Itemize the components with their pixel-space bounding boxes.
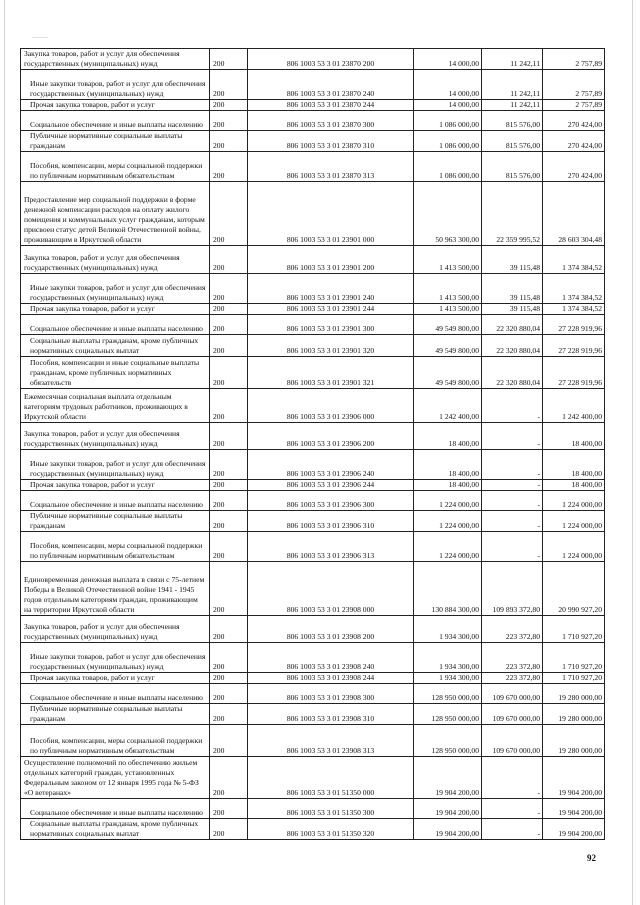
cell-line: 200 [210, 684, 248, 704]
cell-line: 200 [210, 704, 248, 725]
cell-name: Социальное обеспечение и иные выплаты населению [21, 315, 210, 335]
cell-remaining: 1 224 000,00 [543, 532, 605, 562]
cell-line: 200 [210, 70, 248, 100]
cell-name: Социальные выплаты гражданам, кроме публичных нормативных социальных выплат [21, 819, 210, 840]
cell-code: 806 1003 53 3 01 23901 200 [248, 246, 414, 274]
cell-executed: 22 320 880,04 [482, 335, 543, 357]
cell-code: 806 1003 53 3 01 23908 244 [248, 673, 414, 684]
table-row [21, 562, 605, 616]
cell-line: 200 [210, 152, 248, 182]
cell-executed: 22 320 880,04 [482, 357, 543, 389]
cell-line: 200 [210, 562, 248, 616]
cell-approved: 14 000,00 [414, 100, 482, 111]
cell-name: Прочая закупка товаров, работ и услуг [21, 673, 210, 684]
cell-line: 200 [210, 643, 248, 673]
cell-remaining: 19 280 000,00 [543, 684, 605, 704]
cell-executed: 39 115,48 [482, 304, 543, 315]
cell-remaining: 28 603 304,48 [543, 182, 605, 246]
cell-code: 806 1003 53 3 01 23908 200 [248, 616, 414, 643]
cell-remaining: 2 757,89 [543, 70, 605, 100]
cell-code: 806 1003 53 3 01 23908 240 [248, 643, 414, 673]
cell-approved: 49 549 800,00 [414, 335, 482, 357]
cell-name: Осуществление полномочий по обеспечению жильем отдельных категорий граждан, установленных Федеральным законом от 12 января 1995 года № 5-ФЗ «О ветеранах» [21, 757, 210, 799]
cell-code: 806 1003 53 3 01 23906 244 [248, 480, 414, 491]
budget-execution-table [20, 48, 605, 840]
table-row [21, 480, 605, 491]
cell-line: 200 [210, 532, 248, 562]
cell-executed: 109 670 000,00 [482, 725, 543, 757]
cell-remaining: 1 710 927,20 [543, 616, 605, 643]
table-row [21, 684, 605, 704]
cell-name: Социальное обеспечение и иные выплаты населению [21, 111, 210, 131]
cell-executed: 11 242,11 [482, 49, 543, 70]
cell-remaining: 18 400,00 [543, 450, 605, 480]
cell-approved: 18 400,00 [414, 450, 482, 480]
cell-executed: - [482, 389, 543, 423]
table-row [21, 111, 605, 131]
cell-name: Публичные нормативные социальные выплаты гражданам [21, 511, 210, 532]
cell-code: 806 1003 53 3 01 23901 240 [248, 274, 414, 304]
table-row [21, 274, 605, 304]
cell-line: 200 [210, 274, 248, 304]
cell-line: 200 [210, 335, 248, 357]
table-row [21, 335, 605, 357]
table-row [21, 725, 605, 757]
cell-name: Единовременная денежная выплата в связи с 75-летием Победы в Великой Отечественной войне 1941 - 1945 годов отдельным категориям граждан, проживающим на территории Иркутской области [21, 562, 210, 616]
cell-approved: 49 549 800,00 [414, 315, 482, 335]
table-row [21, 704, 605, 725]
table-row [21, 70, 605, 100]
cell-approved: 14 000,00 [414, 70, 482, 100]
table-row [21, 389, 605, 423]
cell-code: 806 1003 53 3 01 23870 244 [248, 100, 414, 111]
cell-name: Пособия, компенсации, меры социальной поддержки по публичным нормативным обязательствам [21, 532, 210, 562]
cell-name: Прочая закупка товаров, работ и услуг [21, 100, 210, 111]
cell-name: Закупка товаров, работ и услуг для обеспечения государственных (муниципальных) нужд [21, 616, 210, 643]
page-number: 92 [587, 853, 596, 863]
cell-approved: 49 549 800,00 [414, 357, 482, 389]
cell-approved: 1 224 000,00 [414, 511, 482, 532]
cell-approved: 1 934 300,00 [414, 673, 482, 684]
cell-code: 806 1003 53 3 01 23906 000 [248, 389, 414, 423]
cell-code: 806 1003 53 3 01 51350 000 [248, 757, 414, 799]
cell-code: 806 1003 53 3 01 23870 240 [248, 70, 414, 100]
table-row [21, 182, 605, 246]
table-row [21, 357, 605, 389]
cell-approved: 128 950 000,00 [414, 725, 482, 757]
cell-executed: 223 372,80 [482, 616, 543, 643]
cell-code: 806 1003 53 3 01 23908 310 [248, 704, 414, 725]
cell-name: Предоставление мер социальной поддержки в форме денежной компенсации расходов на оплату жилого помещения и коммунальных услуг гражданам, которым присвоен статус детей Великой Отечественной войны, проживающим в Иркутской области [21, 182, 210, 246]
table-row [21, 315, 605, 335]
cell-remaining: 1 224 000,00 [543, 491, 605, 511]
cell-executed: 39 115,48 [482, 274, 543, 304]
cell-name: Иные закупки товаров, работ и услуг для обеспечения государственных (муниципальных) нужд [21, 70, 210, 100]
cell-remaining: 27 228 919,96 [543, 357, 605, 389]
cell-approved: 1 934 300,00 [414, 616, 482, 643]
table-row [21, 511, 605, 532]
cell-remaining: 18 400,00 [543, 423, 605, 450]
cell-line: 200 [210, 725, 248, 757]
cell-remaining: 19 280 000,00 [543, 725, 605, 757]
cell-remaining: 1 710 927,20 [543, 643, 605, 673]
cell-line: 200 [210, 450, 248, 480]
table-row [21, 532, 605, 562]
cell-remaining: 2 757,89 [543, 49, 605, 70]
cell-approved: 1 224 000,00 [414, 532, 482, 562]
cell-remaining: 27 228 919,96 [543, 315, 605, 335]
cell-remaining: 1 374 384,52 [543, 274, 605, 304]
budget-table-wrap [20, 48, 604, 840]
cell-approved: 1 086 000,00 [414, 111, 482, 131]
cell-code: 806 1003 53 3 01 23901 321 [248, 357, 414, 389]
cell-executed: 815 576,00 [482, 111, 543, 131]
cell-code: 806 1003 53 3 01 23906 313 [248, 532, 414, 562]
cell-line: 200 [210, 111, 248, 131]
cell-code: 806 1003 53 3 01 23908 000 [248, 562, 414, 616]
cell-line: 200 [210, 131, 248, 152]
cell-line: 200 [210, 616, 248, 643]
cell-line: 200 [210, 757, 248, 799]
cell-executed: - [482, 757, 543, 799]
cell-approved: 1 413 500,00 [414, 274, 482, 304]
cell-code: 806 1003 53 3 01 23901 000 [248, 182, 414, 246]
cell-executed: 109 670 000,00 [482, 684, 543, 704]
cell-name: Закупка товаров, работ и услуг для обеспечения государственных (муниципальных) нужд [21, 49, 210, 70]
cell-remaining: 1 374 384,52 [543, 304, 605, 315]
cell-line: 200 [210, 491, 248, 511]
cell-code: 806 1003 53 3 01 23906 240 [248, 450, 414, 480]
cell-remaining: 19 904 200,00 [543, 799, 605, 819]
cell-remaining: 1 242 400,00 [543, 389, 605, 423]
table-row [21, 757, 605, 799]
cell-executed: 22 359 995,52 [482, 182, 543, 246]
cell-approved: 14 000,00 [414, 49, 482, 70]
cell-approved: 130 884 300,00 [414, 562, 482, 616]
table-row [21, 131, 605, 152]
cell-line: 200 [210, 389, 248, 423]
cell-approved: 1 224 000,00 [414, 491, 482, 511]
table-row [21, 304, 605, 315]
table-body [21, 49, 605, 840]
cell-remaining: 270 424,00 [543, 131, 605, 152]
cell-name: Публичные нормативные социальные выплаты гражданам [21, 704, 210, 725]
cell-code: 806 1003 53 3 01 23901 244 [248, 304, 414, 315]
cell-approved: 1 242 400,00 [414, 389, 482, 423]
cell-code: 806 1003 53 3 01 23901 320 [248, 335, 414, 357]
cell-remaining: 19 904 200,00 [543, 757, 605, 799]
cell-approved: 19 904 200,00 [414, 757, 482, 799]
cell-code: 806 1003 53 3 01 23906 300 [248, 491, 414, 511]
cell-name: Социальное обеспечение и иные выплаты населению [21, 684, 210, 704]
cell-executed: - [482, 511, 543, 532]
cell-name: Закупка товаров, работ и услуг для обеспечения государственных (муниципальных) нужд [21, 246, 210, 274]
cell-line: 200 [210, 673, 248, 684]
cell-approved: 19 904 200,00 [414, 819, 482, 840]
cell-executed: 11 242,11 [482, 100, 543, 111]
cell-approved: 1 934 300,00 [414, 643, 482, 673]
cell-approved: 19 904 200,00 [414, 799, 482, 819]
cell-executed: - [482, 480, 543, 491]
cell-line: 200 [210, 480, 248, 491]
cell-executed: 815 576,00 [482, 131, 543, 152]
cell-executed: 223 372,80 [482, 643, 543, 673]
table-row [21, 673, 605, 684]
cell-line: 200 [210, 511, 248, 532]
cell-line: 200 [210, 819, 248, 840]
cell-remaining: 19 280 000,00 [543, 704, 605, 725]
cell-approved: 1 413 500,00 [414, 304, 482, 315]
cell-code: 806 1003 53 3 01 23901 300 [248, 315, 414, 335]
cell-approved: 18 400,00 [414, 480, 482, 491]
table-row [21, 491, 605, 511]
cell-code: 806 1003 53 3 01 51350 300 [248, 799, 414, 819]
cell-line: 200 [210, 182, 248, 246]
cell-remaining: 2 757,89 [543, 100, 605, 111]
cell-approved: 1 086 000,00 [414, 131, 482, 152]
cell-line: 200 [210, 246, 248, 274]
cell-line: 200 [210, 100, 248, 111]
scan-artifact: ‾‾‾‾‾‾ [32, 37, 48, 46]
table-row [21, 450, 605, 480]
cell-name: Закупка товаров, работ и услуг для обеспечения государственных (муниципальных) нужд [21, 423, 210, 450]
cell-code: 806 1003 53 3 01 23908 300 [248, 684, 414, 704]
cell-approved: 128 950 000,00 [414, 704, 482, 725]
cell-line: 200 [210, 799, 248, 819]
cell-approved: 18 400,00 [414, 423, 482, 450]
cell-executed: 223 372,80 [482, 673, 543, 684]
cell-line: 200 [210, 315, 248, 335]
cell-remaining: 1 374 384,52 [543, 246, 605, 274]
cell-executed: - [482, 799, 543, 819]
cell-line: 200 [210, 49, 248, 70]
table-row [21, 819, 605, 840]
cell-approved: 1 086 000,00 [414, 152, 482, 182]
cell-name: Социальное обеспечение и иные выплаты населению [21, 799, 210, 819]
cell-name: Пособия, компенсации, меры социальной поддержки по публичным нормативным обязательствам [21, 725, 210, 757]
table-row [21, 100, 605, 111]
cell-code: 806 1003 53 3 01 23870 310 [248, 131, 414, 152]
cell-code: 806 1003 53 3 01 23906 200 [248, 423, 414, 450]
table-row [21, 423, 605, 450]
cell-line: 200 [210, 423, 248, 450]
cell-name: Публичные нормативные социальные выплаты гражданам [21, 131, 210, 152]
cell-remaining: 270 424,00 [543, 111, 605, 131]
cell-remaining: 1 710 927,20 [543, 673, 605, 684]
table-row [21, 152, 605, 182]
cell-code: 806 1003 53 3 01 23870 200 [248, 49, 414, 70]
cell-executed: 109 893 372,80 [482, 562, 543, 616]
cell-remaining: 20 990 927,20 [543, 562, 605, 616]
cell-remaining: 18 400,00 [543, 480, 605, 491]
table-row [21, 246, 605, 274]
cell-name: Иные закупки товаров, работ и услуг для обеспечения государственных (муниципальных) нужд [21, 274, 210, 304]
table-row [21, 49, 605, 70]
cell-executed: - [482, 450, 543, 480]
cell-code: 806 1003 53 3 01 23870 313 [248, 152, 414, 182]
cell-name: Пособия, компенсации, меры социальной поддержки по публичным нормативным обязательствам [21, 152, 210, 182]
scan-edge-line [632, 0, 633, 905]
cell-remaining: 19 904 200,00 [543, 819, 605, 840]
cell-line: 200 [210, 357, 248, 389]
cell-approved: 1 413 500,00 [414, 246, 482, 274]
table-row [21, 799, 605, 819]
cell-name: Иные закупки товаров, работ и услуг для обеспечения государственных (муниципальных) нужд [21, 643, 210, 673]
cell-remaining: 1 224 000,00 [543, 511, 605, 532]
cell-name: Иные закупки товаров, работ и услуг для обеспечения государственных (муниципальных) нужд [21, 450, 210, 480]
scan-edge-line [4, 0, 5, 905]
cell-name: Ежемесячная социальная выплата отдельным категориям трудовых работников, проживающих в Иркутской области [21, 389, 210, 423]
cell-name: Пособия, компенсации и иные социальные выплаты гражданам, кроме публичных нормативных обязательств [21, 357, 210, 389]
cell-executed: 22 320 880,04 [482, 315, 543, 335]
table-row [21, 643, 605, 673]
cell-code: 806 1003 53 3 01 23908 313 [248, 725, 414, 757]
cell-executed: - [482, 532, 543, 562]
cell-code: 806 1003 53 3 01 23870 300 [248, 111, 414, 131]
cell-code: 806 1003 53 3 01 23906 310 [248, 511, 414, 532]
cell-executed: 39 115,48 [482, 246, 543, 274]
cell-executed: 11 242,11 [482, 70, 543, 100]
cell-name: Социальные выплаты гражданам, кроме публичных нормативных социальных выплат [21, 335, 210, 357]
cell-line: 200 [210, 304, 248, 315]
cell-approved: 50 963 300,00 [414, 182, 482, 246]
cell-code: 806 1003 53 3 01 51350 320 [248, 819, 414, 840]
cell-name: Прочая закупка товаров, работ и услуг [21, 304, 210, 315]
cell-executed: 815 576,00 [482, 152, 543, 182]
cell-remaining: 27 228 919,96 [543, 335, 605, 357]
cell-name: Прочая закупка товаров, работ и услуг [21, 480, 210, 491]
cell-name: Социальное обеспечение и иные выплаты населению [21, 491, 210, 511]
cell-executed: 109 670 000,00 [482, 704, 543, 725]
cell-remaining: 270 424,00 [543, 152, 605, 182]
cell-approved: 128 950 000,00 [414, 684, 482, 704]
cell-executed: - [482, 491, 543, 511]
cell-executed: - [482, 423, 543, 450]
table-row [21, 616, 605, 643]
cell-executed: - [482, 819, 543, 840]
